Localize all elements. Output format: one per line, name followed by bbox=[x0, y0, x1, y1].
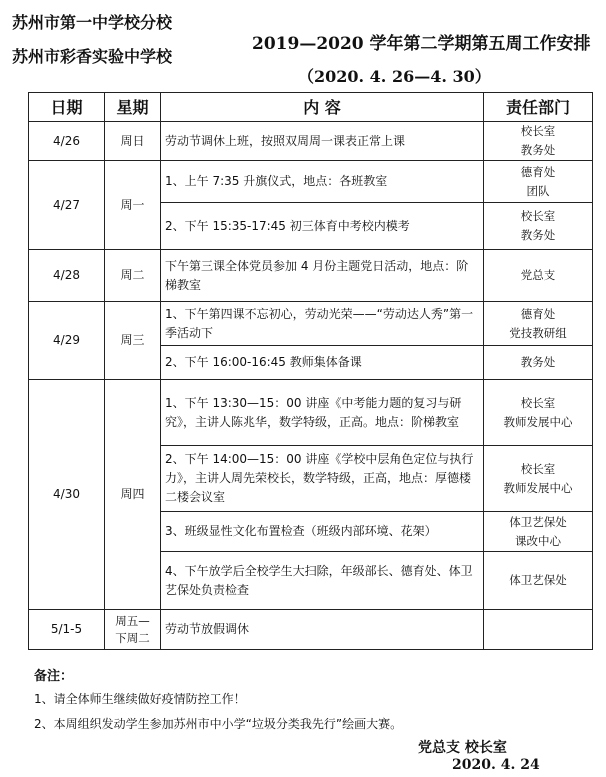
dept-cell bbox=[484, 302, 593, 346]
content-cell: 4、下午放学后全校学生大扫除，年级部长、德育处、体卫艺保处负责检查 bbox=[161, 552, 484, 610]
header-date: 日期 bbox=[29, 93, 105, 122]
dept-line: 校长室 bbox=[520, 209, 556, 223]
dept-cell bbox=[484, 512, 593, 552]
page-title: 2019—2020 学年第二学期第五周工作安排 bbox=[252, 34, 591, 54]
date-range: （2020. 4. 26—4. 30） bbox=[298, 67, 491, 86]
day-cell: 周二 bbox=[105, 250, 161, 302]
signature-orgs: 党总支 校长室 bbox=[418, 740, 507, 756]
date-cell: 4/29 bbox=[29, 302, 105, 380]
school-name-1: 苏州市第一中学校分校 bbox=[12, 13, 173, 32]
header-content: 内 容 bbox=[161, 93, 484, 122]
dept-line: 校长室 bbox=[520, 461, 556, 476]
day-line: 周五— bbox=[115, 613, 150, 628]
dept-line: 教务处 bbox=[520, 143, 556, 157]
content-cell: 劳动节放假调休 bbox=[161, 610, 484, 650]
table-row bbox=[29, 161, 593, 203]
dept-cell bbox=[484, 446, 593, 512]
content-cell: 2、下午 14:00—15：00 讲座《学校中层角色定位与执行力》，主讲人周先荣校长，数学特级，正高，地点：厚德楼二楼会议室 bbox=[161, 446, 484, 512]
date-cell: 4/28 bbox=[29, 250, 105, 302]
day-cell: 周四 bbox=[105, 380, 161, 610]
day-cell: 周三 bbox=[105, 302, 161, 380]
dept-cell bbox=[484, 161, 593, 203]
day-cell: 周一 bbox=[105, 161, 161, 250]
schedule-table bbox=[28, 92, 593, 650]
dept-line: 团队 bbox=[526, 183, 550, 198]
table-row bbox=[29, 122, 593, 161]
school-name-2: 苏州市彩香实验中学校 bbox=[12, 47, 173, 66]
day-cell bbox=[105, 610, 161, 650]
dept-line: 体卫艺保处 bbox=[509, 514, 567, 529]
content-cell: 2、下午 16:00-16:45 教师集体备课 bbox=[161, 346, 484, 380]
dept-line: 体卫艺保处 bbox=[509, 573, 567, 587]
table-row bbox=[29, 250, 593, 302]
dept-cell bbox=[484, 552, 593, 610]
dept-cell bbox=[484, 122, 593, 161]
dept-line: 教务处 bbox=[520, 355, 556, 369]
content-cell: 劳动节调休上班，按照双周周一课表正常上课 bbox=[161, 122, 484, 161]
signature-date: 2020. 4. 24 bbox=[452, 757, 540, 773]
dept-line: 校长室 bbox=[520, 395, 556, 410]
dept-line: 党总支 bbox=[520, 268, 556, 282]
content-cell: 1、上午 7:35 升旗仪式，地点：各班教室 bbox=[161, 161, 484, 203]
dept-line: 校长室 bbox=[520, 124, 556, 138]
dept-line: 课改中心 bbox=[515, 533, 561, 548]
date-cell: 5/1-5 bbox=[29, 610, 105, 650]
table-row bbox=[29, 380, 593, 446]
content-cell: 1、下午 13:30—15：00 讲座《中考能力题的复习与研究》，主讲人陈兆华，数学特级，正高。地点：阶梯教室 bbox=[161, 380, 484, 446]
dept-cell bbox=[484, 610, 593, 650]
table-row bbox=[29, 610, 593, 650]
content-cell: 3、班级显性文化布置检查（班级内部环境、花架） bbox=[161, 512, 484, 552]
note-item: 2、本周组织发动学生参加苏州市中小学“垃圾分类我先行”绘画大赛。 bbox=[34, 717, 403, 731]
day-cell: 周日 bbox=[105, 122, 161, 161]
content-cell: 1、下午第四课不忘初心，劳动光荣——“劳动达人秀”第一季活动下 bbox=[161, 302, 484, 346]
content-cell: 2、下午 15:35-17:45 初三体育中考校内模考 bbox=[161, 203, 484, 250]
header-dept: 责任部门 bbox=[484, 93, 593, 122]
table-header-row bbox=[29, 93, 593, 122]
dept-cell bbox=[484, 346, 593, 380]
note-item: 1、请全体师生继续做好疫情防控工作！ bbox=[34, 692, 246, 706]
date-cell: 4/30 bbox=[29, 380, 105, 610]
dept-cell bbox=[484, 203, 593, 250]
dept-line: 教师发展中心 bbox=[503, 414, 573, 429]
table-row bbox=[29, 302, 593, 346]
header-day: 星期 bbox=[105, 93, 161, 122]
content-cell: 下午第三课全体党员参加 4 月份主题党日活动，地点：阶梯教室 bbox=[161, 250, 484, 302]
dept-cell bbox=[484, 250, 593, 302]
dept-line: 教师发展中心 bbox=[503, 480, 573, 495]
dept-line: 党技教研组 bbox=[509, 325, 567, 340]
date-cell: 4/26 bbox=[29, 122, 105, 161]
dept-line: 德育处 bbox=[520, 306, 556, 321]
dept-line: 德育处 bbox=[520, 164, 556, 179]
dept-line: 教务处 bbox=[520, 228, 556, 242]
day-line: 下周二 bbox=[115, 630, 150, 645]
notes-title: 备注： bbox=[34, 669, 74, 684]
date-cell: 4/27 bbox=[29, 161, 105, 250]
dept-cell bbox=[484, 380, 593, 446]
